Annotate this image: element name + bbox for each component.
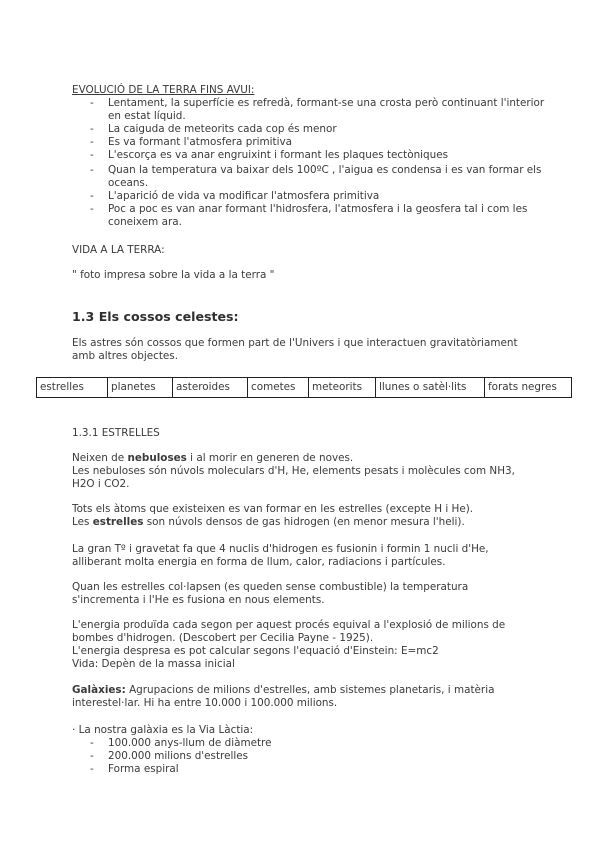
paragraph-line: Vida: Depèn de la massa inicial bbox=[72, 658, 235, 670]
table-cell: estrelles bbox=[37, 378, 108, 398]
bold-term: nebuloses bbox=[127, 452, 187, 464]
paragraph-line: alliberant molta energia en forma de llum, calor, radiacions i partícules. bbox=[72, 556, 446, 568]
paragraph-line: Quan les estrelles col·lapsen (es queden sense combustible) la temperatura bbox=[72, 581, 469, 593]
via-lactia-list bbox=[90, 737, 560, 776]
text-span: Neixen de bbox=[72, 452, 128, 464]
list-item: - La caiguda de meteorits cada cop és menor bbox=[90, 123, 560, 136]
list-item: - L'aparició de vida va modificar l'atmosfera primitiva bbox=[90, 190, 560, 203]
text-span: son núvols densos de gas hidrogen (en menor mesura l'heli). bbox=[143, 516, 465, 528]
vida-note: " foto impresa sobre la vida a la terra " bbox=[72, 269, 275, 281]
paragraph-line: La gran Tº i gravetat fa que 4 nuclis d'hidrogen es fusionin i formin 1 nucli d'He, bbox=[72, 543, 489, 555]
list-item: - Lentament, la superfície es refredà, formant-se una crosta però continuant l'interior en estat líquid. bbox=[90, 97, 560, 123]
list-item: - Es va formant l'atmosfera primitiva bbox=[90, 136, 560, 149]
evolucio-list bbox=[90, 97, 560, 229]
list-item: - L'escorça es va anar engruixint i formant les plaques tectòniques bbox=[90, 149, 560, 162]
list-item: - Poc a poc es van anar formant l'hidrosfera, l'atmosfera i la geosfera tal i com les coneixem ara. bbox=[90, 203, 560, 229]
paragraph-line bbox=[72, 516, 465, 529]
paragraph-line: L'energia despresa es pot calcular segons l'equació d'Einstein: E=mc2 bbox=[72, 645, 439, 657]
paragraph-line: s'incrementa i l'He es fusiona en nous elements. bbox=[72, 594, 325, 606]
table-cell: asteroides bbox=[173, 378, 248, 398]
paragraph-line: L'energia produïda cada segon per aquest procés equival a l'explosió de milions de bbox=[72, 619, 506, 631]
paragraph-line: · La nostra galàxia es la Via Làctia: bbox=[72, 724, 254, 736]
celestial-bodies-table bbox=[36, 377, 572, 398]
paragraph-line: H2O i CO2. bbox=[72, 478, 130, 490]
text-span: i al morir en generen de noves. bbox=[186, 452, 354, 464]
table-cell: cometes bbox=[248, 378, 309, 398]
bold-term: Galàxies: bbox=[72, 684, 126, 696]
subsection-title: 1.3.1 ESTRELLES bbox=[72, 427, 160, 439]
bold-term: estrelles bbox=[92, 516, 144, 528]
paragraph-line: Les nebuloses són núvols moleculars d'H, He, elements pesats i molècules com NH3, bbox=[72, 465, 515, 477]
evolucio-heading: EVOLUCIÓ DE LA TERRA FINS AVUI: bbox=[72, 84, 255, 96]
paragraph-line: interestel·lar. Hi ha entre 10.000 i 100.000 milions. bbox=[72, 697, 338, 709]
table-cell: planetes bbox=[108, 378, 173, 398]
section-title: 1.3 Els cossos celestes: bbox=[72, 309, 239, 324]
list-item: - 100.000 anys-llum de diàmetre bbox=[90, 737, 560, 750]
paragraph-line bbox=[72, 684, 494, 697]
section-intro-line: amb altres objectes. bbox=[72, 350, 178, 362]
paragraph-line bbox=[72, 452, 353, 465]
table-cell: llunes o satèl·lits bbox=[376, 378, 485, 398]
list-item: - Quan la temperatura va baixar dels 100ºC , l'aigua es condensa i es van formar els oceans. bbox=[90, 164, 560, 190]
list-item: - 200.000 milions d'estrelles bbox=[90, 750, 560, 763]
list-item: - Forma espiral bbox=[90, 763, 560, 776]
vida-heading: VIDA A LA TERRA: bbox=[72, 244, 165, 256]
text-span: Agrupacions de milions d'estrelles, amb sistemes planetaris, i matèria bbox=[125, 684, 495, 696]
paragraph-line: bombes d'hidrogen. (Descobert per Cecilia Payne - 1925). bbox=[72, 632, 374, 644]
table-row bbox=[37, 378, 572, 398]
text-span: Les bbox=[72, 516, 93, 528]
paragraph-line: Tots els àtoms que existeixen es van formar en les estrelles (excepte H i He). bbox=[72, 503, 474, 515]
table-cell: meteorits bbox=[309, 378, 376, 398]
section-intro-line: Els astres són cossos que formen part de l'Univers i que interactuen gravitatòriament bbox=[72, 337, 518, 349]
table-cell: forats negres bbox=[485, 378, 572, 398]
